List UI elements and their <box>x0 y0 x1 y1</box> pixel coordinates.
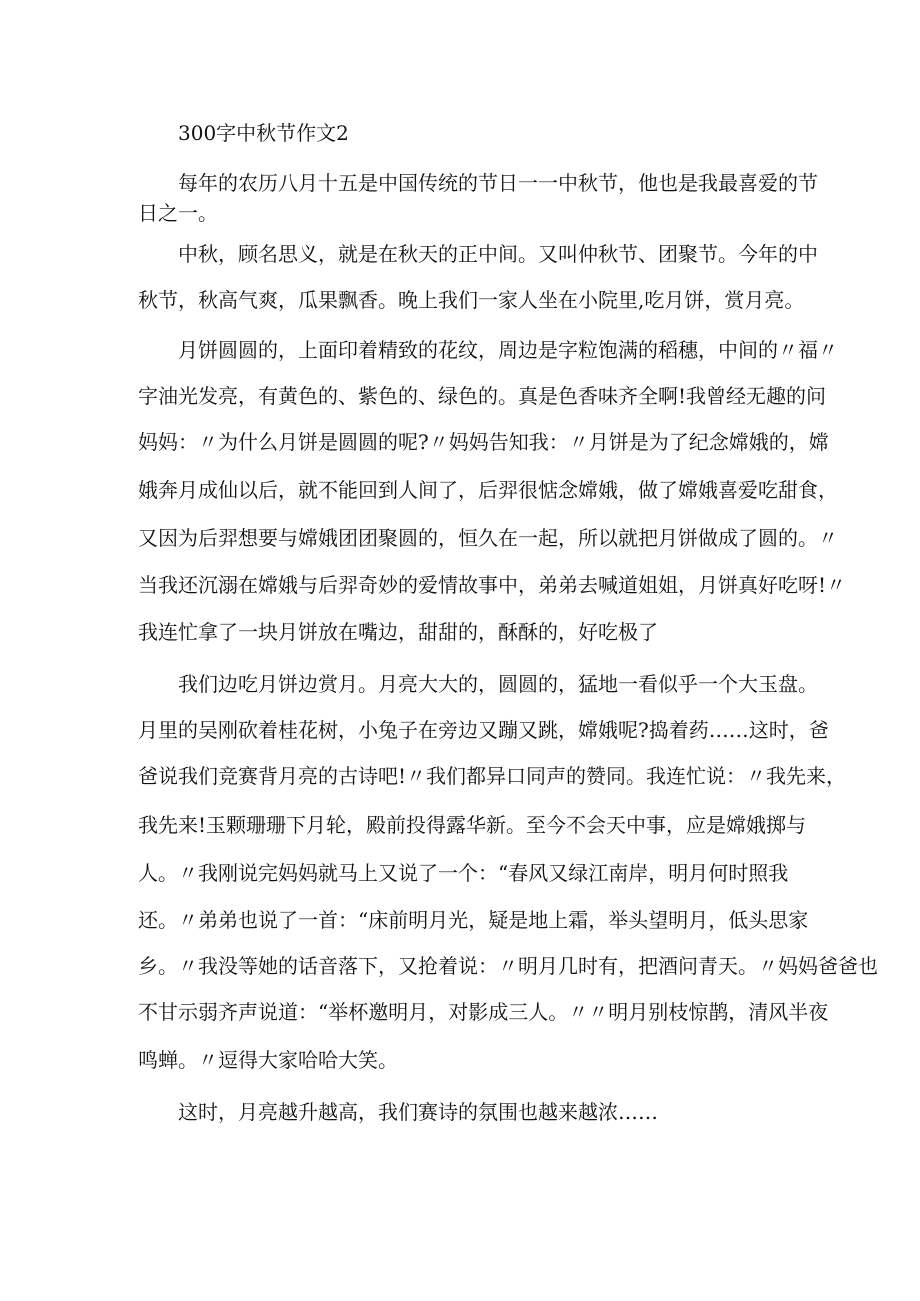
paragraph-4-line-7: 乡。〃我没等她的话音落下，又抢着说：〃明月几时有，把酒问青天。〃妈妈爸爸也 <box>138 954 878 978</box>
paragraph-2-line-1: 中秋，顾名思义，就是在秋天的正中间。又叫仲秋节、团聚节。今年的中 <box>178 242 818 266</box>
paragraph-1-line-1: 每年的农历八月十五是中国传统的节日一一中秋节，他也是我最喜爱的节 <box>178 171 818 195</box>
essay-title: 300字中秋节作文2 <box>178 121 349 145</box>
paragraph-3-line-5: 又因为后羿想要与嫦娥团团聚圆的，恒久在一起，所以就把月饼做成了圆的。〃 <box>138 526 838 550</box>
paragraph-4-line-3: 爸说我们竞赛背月亮的古诗吧!〃我们都异口同声的赞同。我连忙说：〃我先来， <box>138 764 847 788</box>
paragraph-3-line-4: 娥奔月成仙以后，就不能回到人间了，后羿很惦念嫦娥，做了嫦娥喜爱吃甜食， <box>138 478 838 502</box>
paragraph-4-line-6: 还。〃弟弟也说了一首：“床前明月光，疑是地上霜，举头望明月，低头思家 <box>138 908 809 932</box>
paragraph-4-line-4: 我先来!玉颗珊珊下月轮，殿前投得露华新。至今不会天中事，应是嫦娥掷与 <box>138 813 807 837</box>
paragraph-3-line-7: 我连忙拿了一块月饼放在嘴边，甜甜的，酥酥的，好吃极了 <box>138 620 658 644</box>
paragraph-3-line-6: 当我还沉溺在嫦娥与后羿奇妙的爱情故事中，弟弟去喊道姐姐，月饼真好吃呀!〃 <box>138 573 847 597</box>
paragraph-3-line-3: 妈妈：〃为什么月饼是圆圆的呢?〃妈妈告知我：〃月饼是为了纪念嫦娥的，嫦 <box>138 430 829 454</box>
paragraph-5-line-1: 这时，月亮越升越高，我们赛诗的氛围也越来越浓…… <box>178 1100 658 1124</box>
paragraph-4-line-2: 月里的吴刚砍着桂花树，小兔子在旁边又蹦又跳，嫦娥呢?捣着药……这时，爸 <box>138 718 829 742</box>
paragraph-4-line-1: 我们边吃月饼边赏月。月亮大大的，圆圆的，猛地一看似乎一个大玉盘。 <box>178 672 818 696</box>
paragraph-4-line-8: 不甘示弱齐声说道：“举杯邀明月，对影成三人。〃〃明月别枝惊鹊，清风半夜 <box>138 1000 829 1024</box>
paragraph-4-line-5: 人。〃我刚说完妈妈就马上又说了一个：“春风又绿江南岸，明月何时照我 <box>138 861 789 885</box>
paragraph-3-line-2: 字油光发亮，有黄色的、紫色的、绿色的。真是色香味齐全啊!我曾经无趣的问 <box>138 384 827 408</box>
paragraph-4-line-9: 鸣蝉。〃逗得大家哈哈大笑。 <box>138 1048 398 1072</box>
paragraph-3-line-1: 月饼圆圆的，上面印着精致的花纹，周边是字粒饱满的稻穗，中间的〃福〃 <box>178 338 838 362</box>
paragraph-1-line-2: 日之一。 <box>138 201 218 225</box>
paragraph-2-line-2: 秋节，秋高气爽，瓜果飘香。晚上我们一家人坐在小院里,吃月饼，赏月亮。 <box>138 288 805 312</box>
